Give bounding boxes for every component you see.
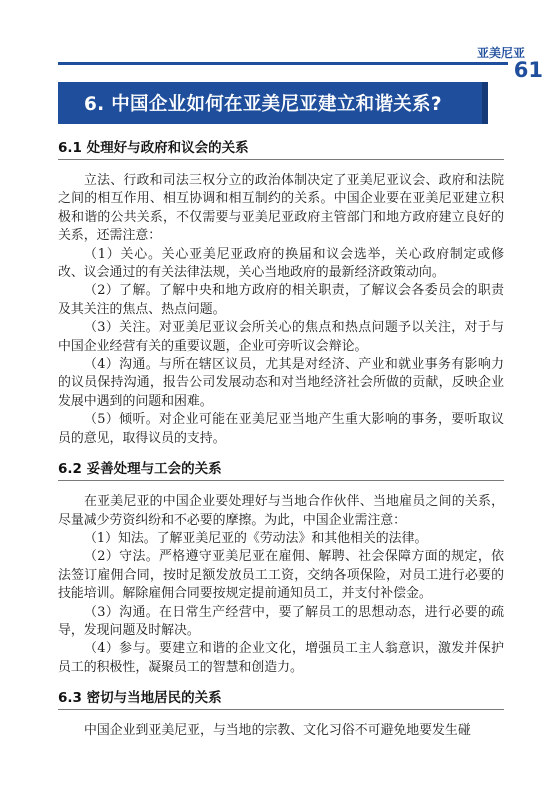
paragraph: （1）关心。关心亚美尼亚政府的换届和议会选举，关心政府制定或修改、议会通过的有关法律法规，关心当地政府的最新经济政策动向。 — [58, 246, 504, 281]
banner-shadow — [482, 82, 488, 124]
section-heading-6-1 — [58, 137, 504, 160]
section-title: 6.1 处理好与政府和议会的关系 — [58, 140, 249, 156]
section-heading-6-2 — [58, 458, 504, 481]
page-body — [58, 137, 504, 741]
running-head: 亚美尼亚 — [476, 46, 525, 60]
section-title: 6.3 密切与当地居民的关系 — [58, 690, 222, 707]
paragraph: （2）了解。了解中央和地方政府的相关职责，了解议会各委员会的职责及其关注的焦点、热点问题。 — [58, 283, 504, 317]
chapter-title: 6. 中国企业如何在亚美尼亚建立和谐关系? — [84, 94, 442, 115]
paragraph: （2）守法。严格遵守亚美尼亚在雇佣、解聘、社会保障方面的规定，依法签订雇佣合同，按时足额发放员工工资，交纳各项保险，对员工进行必要的技能培训。解除雇佣合同要按规定提前通知员工，并支付补偿金。 — [58, 549, 504, 602]
chapter-title-banner — [58, 82, 482, 124]
paragraph: 立法、行政和司法三权分立的政治体制决定了亚美尼亚议会、政府和法院之间的相互作用、相互协调和相互制约的关系。中国企业要在亚美尼亚建立积极和谐的公共关系，不仅需要与亚美尼亚政府主管部门和地方政府建立良好的关系，还需注意： — [58, 173, 504, 244]
paragraph: （1）知法。了解亚美尼亚的《劳动法》和其他相关的法律。 — [84, 530, 428, 546]
header-rule — [58, 62, 508, 65]
paragraph: 在亚美尼亚的中国企业要处理好与当地合作伙伴、当地雇员之间的关系，尽量减少劳资纠纷和不必要的摩擦。为此，中国企业需注意： — [58, 494, 504, 528]
paragraph: （4）参与。要建立和谐的企业文化，增强员工主人翁意识，激发并保护员工的积极性，凝聚员工的智慧和创造力。 — [58, 641, 504, 675]
section-heading-6-3 — [58, 687, 504, 710]
paragraph: （3）沟通。在日常生产经营中，要了解员工的思想动态，进行必要的疏导，发现问题及时解决。 — [58, 604, 504, 638]
page-number: 61 — [513, 58, 543, 82]
paragraph: （4）沟通。与所在辖区议员，尤其是对经济、产业和就业事务有影响力的议员保持沟通，报告公司发展动态和对当地经济社会所做的贡献，反映企业发展中遇到的问题和困难。 — [58, 357, 504, 409]
paragraph: （5）倾听。对企业可能在亚美尼亚当地产生重大影响的事务，要听取议员的意见，取得议员的支持。 — [58, 412, 504, 446]
paragraph: 中国企业到亚美尼亚，与当地的宗教、文化习俗不可避免地要发生碰 — [84, 723, 471, 739]
section-title: 6.2 妥善处理与工会的关系 — [58, 461, 222, 478]
paragraph: （3）关注。对亚美尼亚议会所关心的焦点和热点问题予以关注，对于与中国企业经营有关的重要议题，企业可旁听议会辩论。 — [58, 320, 504, 354]
